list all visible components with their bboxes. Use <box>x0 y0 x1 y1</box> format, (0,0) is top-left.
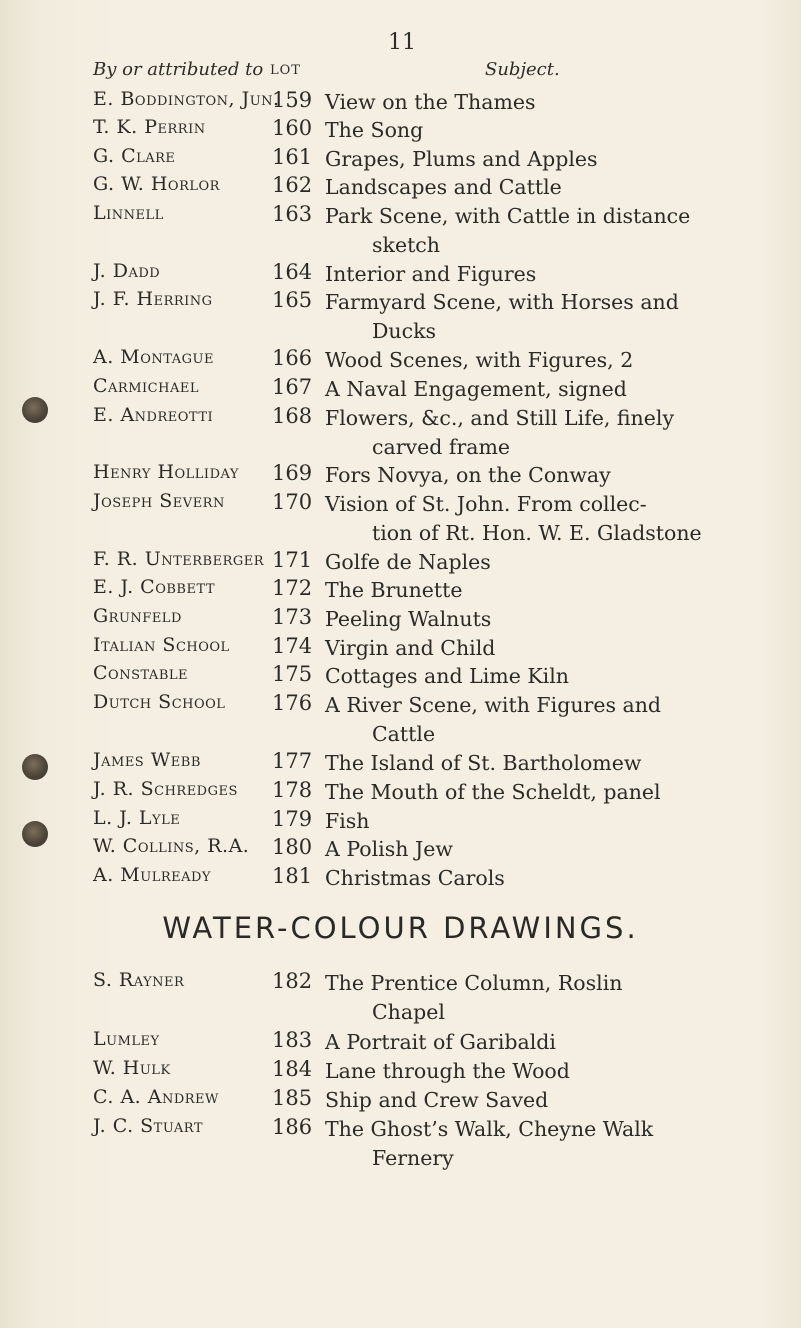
subject-text <box>325 662 773 691</box>
subject-text <box>325 88 773 117</box>
subject-continuation: sketch <box>372 233 440 257</box>
subject-line: View on the Thames <box>325 90 536 114</box>
artist-name: E. Boddington, Jun. <box>93 88 280 110</box>
lot-number: 163 <box>272 202 313 226</box>
artist-name: Dutch School <box>93 691 226 713</box>
subject-text <box>325 548 773 577</box>
subject-line: Lane through the Wood <box>325 1059 570 1083</box>
header-lot: LOT <box>270 63 301 78</box>
subject-line: A River Scene, with Figures and <box>325 693 662 717</box>
subject-text <box>325 1086 773 1115</box>
subject-text <box>325 202 773 260</box>
subject-text <box>325 778 773 807</box>
subject-line: Virgin and Child <box>325 636 496 660</box>
subject-text <box>325 173 773 202</box>
subject-text <box>325 634 773 663</box>
artist-name: L. J. Lyle <box>93 807 181 829</box>
subject-text <box>325 1057 773 1086</box>
subject-line: The Prentice Column, Roslin <box>325 971 623 995</box>
artist-name: Linnell <box>93 202 164 224</box>
artist-name: Grunfeld <box>93 605 182 627</box>
artist-name: S. Rayner <box>93 969 185 991</box>
subject-line: The Song <box>325 118 424 142</box>
lot-number: 167 <box>272 375 313 399</box>
lot-number: 175 <box>272 662 313 686</box>
lot-number: 179 <box>272 807 313 831</box>
lot-number: 164 <box>272 260 313 284</box>
lot-number: 162 <box>272 173 313 197</box>
lot-number: 174 <box>272 634 313 658</box>
subject-line: A Polish Jew <box>325 837 453 861</box>
subject-line: A Portrait of Garibaldi <box>325 1030 556 1054</box>
artist-name: Lumley <box>93 1028 160 1050</box>
artist-name: W. Hulk <box>93 1057 171 1079</box>
artist-name: A. Mulready <box>93 864 212 886</box>
subject-text <box>325 835 773 864</box>
subject-text <box>325 375 773 404</box>
artist-name: J. F. Herring <box>93 288 213 310</box>
lot-number: 181 <box>272 864 313 888</box>
subject-line: Park Scene, with Cattle in distance <box>325 204 691 228</box>
artist-name: Carmichael <box>93 375 199 397</box>
lot-number: 177 <box>272 749 313 773</box>
artist-name: Henry Holliday <box>93 461 239 483</box>
subject-text <box>325 404 773 462</box>
artist-name: James Webb <box>93 749 201 771</box>
lot-number: 159 <box>272 88 313 112</box>
subject-text <box>325 691 773 749</box>
subject-line: Christmas Carols <box>325 866 505 890</box>
subject-text <box>325 1115 773 1173</box>
subject-text <box>325 969 773 1027</box>
subject-line: Vision of St. John. From collec- <box>325 492 647 516</box>
lot-number: 180 <box>272 835 313 859</box>
lot-number: 171 <box>272 548 313 572</box>
lot-number: 169 <box>272 461 313 485</box>
page-number: 11 <box>388 30 416 55</box>
subject-text <box>325 490 773 548</box>
lot-number: 185 <box>272 1086 313 1110</box>
binding-hole <box>22 754 48 780</box>
artist-name: Constable <box>93 662 188 684</box>
artist-name: Italian School <box>93 634 230 656</box>
subject-line: Fors Novya, on the Conway <box>325 463 611 487</box>
subject-text <box>325 145 773 174</box>
lot-number: 183 <box>272 1028 313 1052</box>
artist-name: E. J. Cobbett <box>93 576 216 598</box>
subject-line: Ship and Crew Saved <box>325 1088 549 1112</box>
lot-number: 176 <box>272 691 313 715</box>
subject-text <box>325 116 773 145</box>
artist-name: C. A. Andrew <box>93 1086 219 1108</box>
subject-line: The Island of St. Bartholomew <box>325 751 642 775</box>
subject-text <box>325 260 773 289</box>
subject-line: Farmyard Scene, with Horses and <box>325 290 679 314</box>
artist-name: G. Clare <box>93 145 176 167</box>
lot-number: 178 <box>272 778 313 802</box>
subject-continuation: Cattle <box>372 722 436 746</box>
subject-continuation: tion of Rt. Hon. W. E. Gladstone <box>372 521 702 545</box>
subject-text <box>325 288 773 346</box>
subject-line: The Ghost’s Walk, Cheyne Walk <box>325 1117 654 1141</box>
subject-text <box>325 1028 773 1057</box>
artist-name: A. Montague <box>93 346 214 368</box>
subject-line: Interior and Figures <box>325 262 537 286</box>
artist-name: T. K. Perrin <box>93 116 206 138</box>
lot-number: 160 <box>272 116 313 140</box>
artist-name: G. W. Horlor <box>93 173 220 195</box>
subject-continuation: carved frame <box>372 435 511 459</box>
subject-continuation: Chapel <box>372 1000 445 1024</box>
binding-hole <box>22 821 48 847</box>
artist-name: F. R. Unterberger <box>93 548 265 570</box>
subject-line: Cottages and Lime Kiln <box>325 664 569 688</box>
subject-line: Landscapes and Cattle <box>325 175 562 199</box>
subject-text <box>325 807 773 836</box>
subject-text <box>325 461 773 490</box>
subject-continuation: Fernery <box>372 1146 454 1170</box>
lot-number: 173 <box>272 605 313 629</box>
subject-text <box>325 864 773 893</box>
artist-name: E. Andreotti <box>93 404 214 426</box>
artist-name: J. R. Schredges <box>93 778 238 800</box>
subject-text <box>325 749 773 778</box>
lot-number: 168 <box>272 404 313 428</box>
header-subject: Subject. <box>485 59 560 80</box>
subject-line: Peeling Walnuts <box>325 607 492 631</box>
subject-line: Wood Scenes, with Figures, 2 <box>325 348 634 372</box>
lot-number: 166 <box>272 346 313 370</box>
lot-number: 161 <box>272 145 313 169</box>
artist-name: W. Collins, R.A. <box>93 835 250 857</box>
lot-number: 182 <box>272 969 313 993</box>
binding-hole <box>22 397 48 423</box>
subject-continuation: Ducks <box>372 319 437 343</box>
subject-line: Flowers, &c., and Still Life, finely <box>325 406 675 430</box>
lot-number: 184 <box>272 1057 313 1081</box>
subject-line: Fish <box>325 809 370 833</box>
lot-number: 172 <box>272 576 313 600</box>
subject-line: Golfe de Naples <box>325 550 491 574</box>
subject-line: Grapes, Plums and Apples <box>325 147 598 171</box>
subject-text <box>325 605 773 634</box>
lot-number: 170 <box>272 490 313 514</box>
lot-number: 186 <box>272 1115 313 1139</box>
subject-line: The Brunette <box>325 578 463 602</box>
artist-name: J. C. Stuart <box>93 1115 204 1137</box>
subject-line: A Naval Engagement, signed <box>325 377 627 401</box>
subject-text <box>325 346 773 375</box>
lot-number: 165 <box>272 288 313 312</box>
artist-name: J. Dadd <box>93 260 161 282</box>
subject-text <box>325 576 773 605</box>
header-artist: By or attributed to <box>93 59 264 80</box>
subject-line: The Mouth of the Scheldt, panel <box>325 780 661 804</box>
artist-name: Joseph Severn <box>93 490 225 512</box>
section-title: WATER-COLOUR DRAWINGS. <box>162 911 639 945</box>
